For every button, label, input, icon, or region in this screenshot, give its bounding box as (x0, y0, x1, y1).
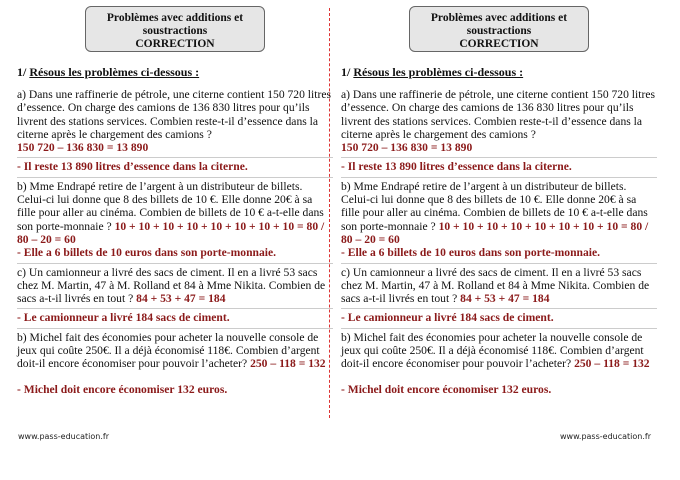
section-heading (17, 65, 333, 79)
problem-d-question: b) Michel fait des économies pour acheter la nouvelle console de jeux qui coûte 250€. Il a déjà économisé 118€. Combien d’argent doit-il encore économiser pour pouvoir l’acheter? (17, 330, 320, 371)
problem-c-answer: - Le camionneur a livré 184 sacs de ciment. (341, 311, 554, 325)
title-box (409, 6, 589, 52)
problem-a-answer: - Il reste 13 890 litres d’essence dans la citerne. (17, 160, 248, 174)
problem-b-question: b) Mme Endrapé retire de l’argent à un distributeur de billets. Celui-ci lui donne que 8 des billets de 10 €. Elle donne 20€ à sa fille pour aller au cinéma. Combien de billets de 10 € a-t-elle dans son porte-monnaie ? (341, 179, 648, 233)
problem-c-calculation: 84 + 53 + 47 = 184 (460, 292, 550, 306)
title-line-1: Problèmes avec additions et (106, 12, 244, 24)
problem-a-text: a) Dans une raffinerie de pétrole, une citerne contient 150 720 litres d’essence. On charge des camions de 136 830 litres pour qu’ils livrent des stations services. Combien reste-t-il d’essence dans la citerne après le chargement des camions ? (17, 88, 331, 141)
problem-b-answer: - Elle a 6 billets de 10 euros dans son porte-monnaie. (341, 246, 601, 260)
problem-d-calculation: 250 – 118 = 132 (574, 357, 650, 371)
problem-b-text (341, 180, 657, 246)
problem-b-calculation: 10 + 10 + 10 + 10 + 10 + 10 + 10 + 10 = 80 / 80 – 20 = 60 (17, 219, 325, 246)
problem-c-question: c) Un camionneur a livré des sacs de ciment. Il en a livré 53 sacs chez M. Martin, 47 à M. Rolland et 84 à Mme Nikita. Combien de sacs a-t-il livrés en tout ? (341, 265, 650, 306)
section-label: Résous les problèmes ci-dessous : (353, 65, 524, 79)
title-line-3: CORRECTION (135, 38, 215, 50)
problem-d-question: b) Michel fait des économies pour acheter la nouvelle console de jeux qui coûte 250€. Il a déjà économisé 118€. Combien d’argent doit-il encore économiser pour pouvoir l’acheter? (341, 330, 644, 371)
section-number: 1/ (17, 65, 30, 79)
problem-a-calculation: 150 720 – 136 830 = 13 890 (341, 141, 473, 155)
problem-b-text (17, 180, 333, 246)
right-column (341, 6, 657, 396)
problem-d-answer: - Michel doit encore économiser 132 euros. (17, 382, 228, 396)
problem-c-answer: - Le camionneur a livré 184 sacs de ciment. (17, 311, 230, 325)
title-line-1: Problèmes avec additions et (430, 12, 568, 24)
left-column (17, 6, 333, 396)
title-line-3: CORRECTION (459, 38, 539, 50)
problem-c-text (341, 266, 657, 306)
problem-d-calculation: 250 – 118 = 132 (250, 357, 326, 371)
footer-url-right[interactable]: www.pass-education.fr (560, 432, 651, 441)
problem-c-question: c) Un camionneur a livré des sacs de ciment. Il en a livré 53 sacs chez M. Martin, 47 à M. Rolland et 84 à Mme Nikita. Combien de sacs a-t-il livrés en tout ? (17, 265, 326, 306)
problem-b-question: b) Mme Endrapé retire de l’argent à un distributeur de billets. Celui-ci lui donne que 8 des billets de 10 €. Elle donne 20€ à sa fille pour aller au cinéma. Combien de billets de 10 € a-t-elle dans son porte-monnaie ? (17, 179, 324, 233)
title-line-2: soustractions (142, 25, 208, 37)
section-heading (341, 65, 657, 79)
section-label: Résous les problèmes ci-dessous : (29, 65, 200, 79)
title-line-2: soustractions (466, 25, 532, 37)
problem-b-calculation: 10 + 10 + 10 + 10 + 10 + 10 + 10 + 10 = 80 / 80 – 20 = 60 (341, 219, 649, 246)
problem-d-text (341, 331, 657, 371)
problem-c-text (17, 266, 333, 306)
section-number: 1/ (341, 65, 354, 79)
problem-d-text (17, 331, 333, 371)
problem-d-answer: - Michel doit encore économiser 132 euros. (341, 382, 552, 396)
problem-a-calculation: 150 720 – 136 830 = 13 890 (17, 141, 149, 155)
title-box (85, 6, 265, 52)
problem-c-calculation: 84 + 53 + 47 = 184 (136, 292, 226, 306)
problem-a-answer: - Il reste 13 890 litres d’essence dans la citerne. (341, 160, 572, 174)
footer-url-left[interactable]: www.pass-education.fr (18, 432, 109, 441)
problem-a-text: a) Dans une raffinerie de pétrole, une citerne contient 150 720 litres d’essence. On charge des camions de 136 830 litres pour qu’ils livrent des stations services. Combien reste-t-il d’essence dans la citerne après le chargement des camions ? (341, 88, 655, 141)
problem-b-answer: - Elle a 6 billets de 10 euros dans son porte-monnaie. (17, 246, 277, 260)
